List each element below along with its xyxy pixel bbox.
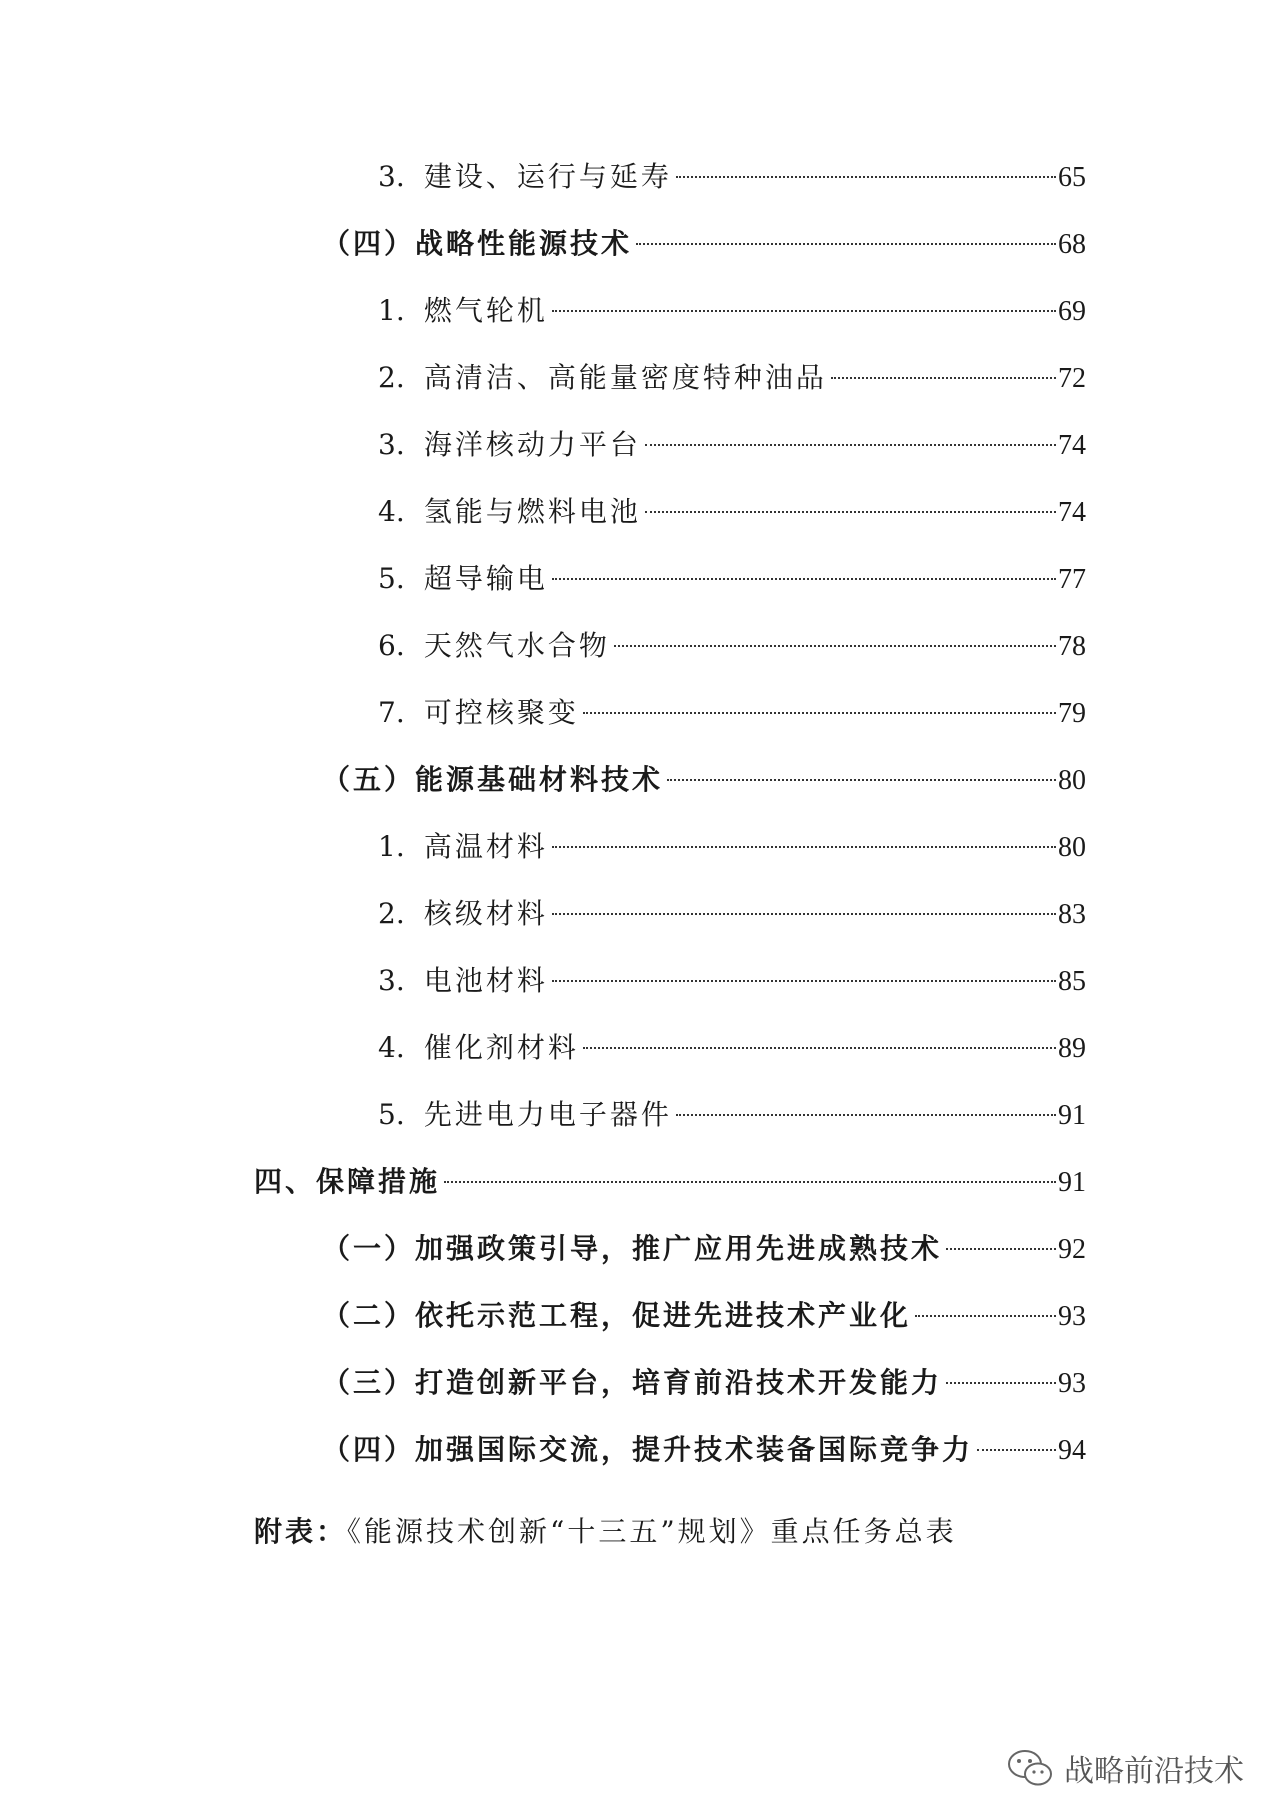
toc-entry-title [378, 624, 610, 668]
toc-entry-title [378, 155, 672, 199]
toc-entry [378, 155, 1086, 199]
toc-entry-title [378, 490, 641, 534]
toc-entry-text: 燃气轮机 [423, 294, 548, 327]
toc-entry-number: 4. [378, 495, 405, 528]
toc-entry-title [378, 825, 548, 869]
toc-entry-page-number: 74 [1058, 497, 1086, 528]
toc-entry-title [378, 289, 548, 333]
toc-entry [254, 1160, 1086, 1204]
dot-leader [636, 243, 1056, 245]
dot-leader [614, 645, 1056, 647]
toc-entry-text: 建设、运行与延寿 [423, 160, 672, 193]
toc-entry-page-number: 79 [1058, 698, 1086, 729]
dot-leader [645, 444, 1056, 446]
dot-leader [946, 1248, 1056, 1250]
toc-entry-text: 催化剂材料 [423, 1031, 579, 1064]
toc-entry-title [322, 758, 663, 802]
toc-entry [378, 289, 1086, 333]
toc-entry [322, 1428, 1086, 1472]
watermark [1006, 1746, 1244, 1790]
toc-entry-number: 2. [378, 361, 405, 394]
toc-entry-title [378, 959, 548, 1003]
toc-entry-title [254, 1160, 440, 1204]
toc-entry-page-number: 68 [1058, 229, 1086, 260]
toc-entry-title [322, 1294, 911, 1338]
toc-entry-text: 氢能与燃料电池 [423, 495, 641, 528]
toc-entry-page-number: 83 [1058, 899, 1086, 930]
toc-entry-text: 核级材料 [423, 897, 548, 930]
toc-entry-text: 天然气水合物 [423, 629, 610, 662]
dot-leader [831, 377, 1056, 379]
dot-leader [583, 712, 1056, 714]
toc-entry-number: 1. [378, 830, 405, 863]
toc-entry-text: 电池材料 [423, 964, 548, 997]
dot-leader [444, 1181, 1056, 1183]
toc-entry [322, 1294, 1086, 1338]
watermark-text: 战略前沿技术 [1064, 1754, 1244, 1789]
toc-entry-page-number: 80 [1058, 765, 1086, 796]
toc-entry [378, 490, 1086, 534]
toc-entry-page-number: 85 [1058, 966, 1086, 997]
toc-entry-title [378, 1026, 579, 1070]
toc-entry [322, 758, 1086, 802]
appendix-line [254, 1510, 957, 1554]
toc-entry-title [322, 1428, 973, 1472]
dot-leader [667, 779, 1056, 781]
toc-entry-text: 四、保障措施 [254, 1165, 441, 1198]
toc-entry-page-number: 93 [1058, 1301, 1086, 1332]
toc-entry-number: 1. [378, 294, 405, 327]
toc-entry-page-number: 65 [1058, 162, 1086, 193]
toc-entry [378, 825, 1086, 869]
toc-entry-title [322, 222, 632, 266]
toc-entry-page-number: 69 [1058, 296, 1086, 327]
dot-leader [552, 310, 1056, 312]
toc-entry-title [378, 1093, 672, 1137]
toc-entry [378, 1093, 1086, 1137]
toc-entry-text: 海洋核动力平台 [423, 428, 641, 461]
toc-entry-number: 5. [378, 1098, 405, 1131]
dot-leader [676, 1114, 1056, 1116]
toc-entry-number: 3. [378, 428, 405, 461]
appendix-label: 附表： [254, 1515, 348, 1548]
toc-entry [378, 423, 1086, 467]
toc-entry [322, 1361, 1086, 1405]
toc-entry-number: 3. [378, 160, 405, 193]
toc-entry [378, 892, 1086, 936]
toc-entry-title [378, 557, 548, 601]
toc-entry-number: 3. [378, 964, 405, 997]
toc-entry-title [322, 1361, 942, 1405]
appendix-title: 《能源技术创新“十三五”规划》重点任务总表 [347, 1515, 957, 1548]
dot-leader [915, 1315, 1056, 1317]
dot-leader [645, 511, 1056, 513]
toc-entry [378, 1026, 1086, 1070]
toc-entry-page-number: 80 [1058, 832, 1086, 863]
toc-entry-text: 高清洁、高能量密度特种油品 [423, 361, 827, 394]
dot-leader [552, 578, 1056, 580]
dot-leader [552, 846, 1056, 848]
toc-entry-page-number: 91 [1058, 1100, 1086, 1131]
toc-entry [378, 691, 1086, 735]
toc-entry-title [378, 423, 641, 467]
toc-entry [322, 222, 1086, 266]
toc-entry-text: （四）战略性能源技术 [322, 227, 633, 260]
toc-entry-text: 先进电力电子器件 [423, 1098, 672, 1131]
dot-leader [946, 1382, 1056, 1384]
toc-entry-text: （五）能源基础材料技术 [322, 763, 664, 796]
toc-entry [378, 356, 1086, 400]
toc-entry-page-number: 72 [1058, 363, 1086, 394]
toc-entry-number: 6. [378, 629, 405, 662]
toc-entry-title [378, 691, 579, 735]
toc-entry-text: （四）加强国际交流，提升技术装备国际竞争力 [322, 1433, 974, 1466]
toc-entry-text: （一）加强政策引导，推广应用先进成熟技术 [322, 1232, 943, 1265]
toc-entry-number: 4. [378, 1031, 405, 1064]
toc-entry-number: 7. [378, 696, 405, 729]
toc-entry-page-number: 89 [1058, 1033, 1086, 1064]
toc-entry-page-number: 78 [1058, 631, 1086, 662]
toc-entry-page-number: 91 [1058, 1167, 1086, 1198]
toc-entry-text: （二）依托示范工程，促进先进技术产业化 [322, 1299, 912, 1332]
toc-entry-title [378, 356, 827, 400]
dot-leader [676, 176, 1056, 178]
toc-entry-title [322, 1227, 942, 1271]
toc-entry-page-number: 92 [1058, 1234, 1086, 1265]
toc-entry [378, 557, 1086, 601]
toc-entry-title [378, 892, 548, 936]
toc-entry-page-number: 93 [1058, 1368, 1086, 1399]
toc-entry-number: 2. [378, 897, 405, 930]
wechat-icon [1006, 1748, 1054, 1788]
toc-entry-text: 高温材料 [423, 830, 548, 863]
dot-leader [552, 980, 1056, 982]
toc-entry-page-number: 77 [1058, 564, 1086, 595]
toc-entry-number: 5. [378, 562, 405, 595]
toc-entry-text: （三）打造创新平台，培育前沿技术开发能力 [322, 1366, 943, 1399]
dot-leader [977, 1449, 1056, 1451]
toc-entry-page-number: 74 [1058, 430, 1086, 461]
toc-entry-text: 超导输电 [423, 562, 548, 595]
toc-entry [378, 624, 1086, 668]
toc-entry-text: 可控核聚变 [423, 696, 579, 729]
toc-entry [322, 1227, 1086, 1271]
dot-leader [583, 1047, 1056, 1049]
toc-entry-page-number: 94 [1058, 1435, 1086, 1466]
toc-entry [378, 959, 1086, 1003]
dot-leader [552, 913, 1056, 915]
